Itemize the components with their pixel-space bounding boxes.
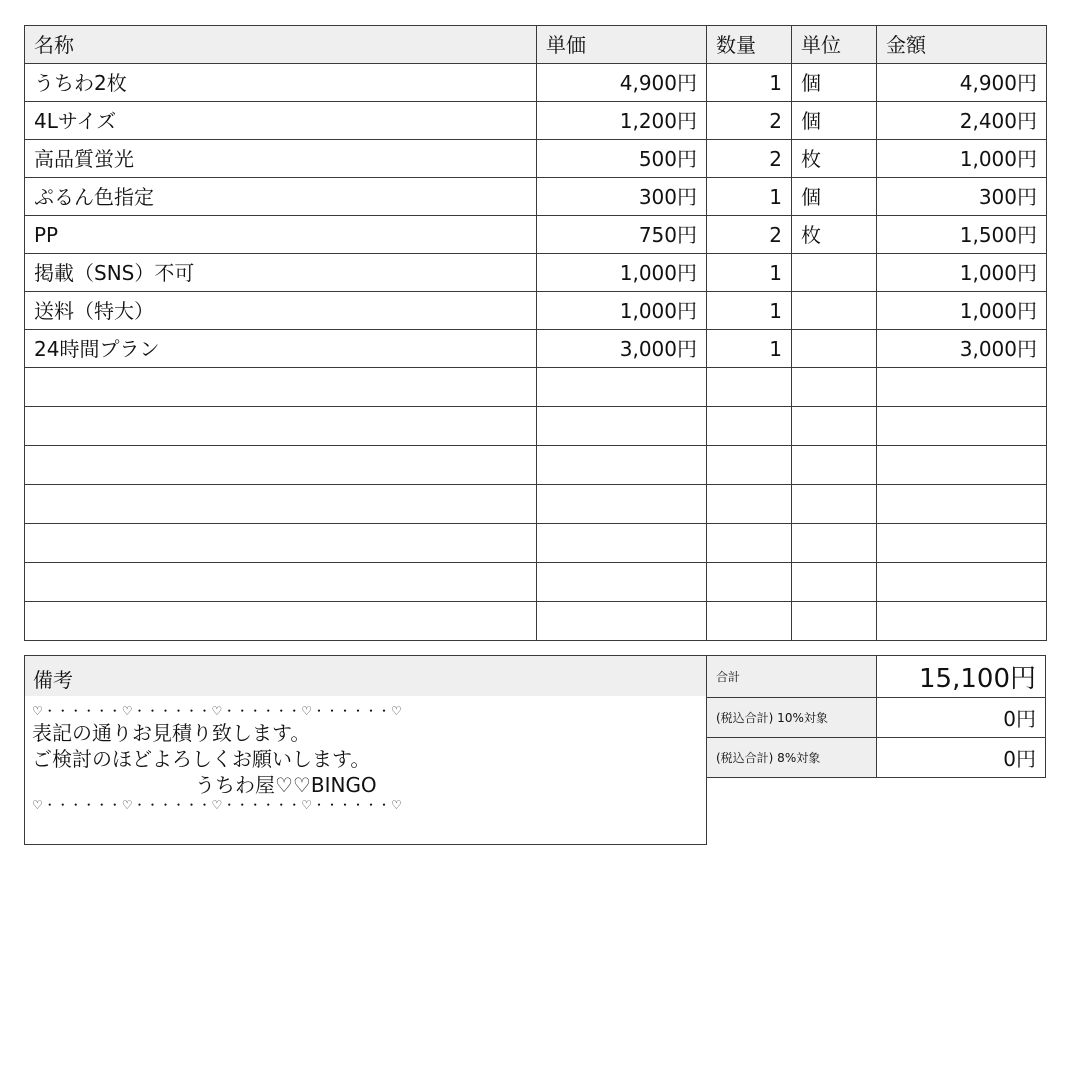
empty-cell [537,368,707,407]
empty-cell [537,563,707,602]
item-unit-price: 1,000円 [537,254,707,292]
item-unit-price: 750円 [537,216,707,254]
quote-table [24,25,1047,641]
item-name: 4Lサイズ [25,102,537,140]
empty-cell [877,563,1047,602]
empty-cell [537,524,707,563]
item-unit-price: 1,200円 [537,102,707,140]
empty-cell [877,485,1047,524]
remarks-label: 備考 [24,655,707,697]
tax-8-label: (税込合計) 8%対象 [707,738,877,778]
empty-cell [707,407,792,446]
empty-cell [877,446,1047,485]
empty-row [25,485,1047,524]
empty-cell [707,524,792,563]
item-amount: 1,500円 [877,216,1047,254]
remarks-line-1: 表記の通りお見積り致します。 [32,721,311,745]
empty-cell [792,368,877,407]
item-amount: 3,000円 [877,330,1047,368]
empty-cell [537,602,707,641]
empty-cell [707,563,792,602]
remarks-decoration-bottom: ♡・・・・・・♡・・・・・・♡・・・・・・♡・・・・・・♡ [32,798,403,812]
tax-8-row [707,738,1046,778]
total-label: 合計 [707,656,877,698]
item-unit-price: 3,000円 [537,330,707,368]
item-unit [792,254,877,292]
empty-cell [877,524,1047,563]
empty-row [25,407,1047,446]
empty-cell [25,446,537,485]
table-header-row [25,26,1047,64]
empty-cell [537,485,707,524]
item-unit: 枚 [792,216,877,254]
totals-table [706,655,1046,778]
total-row [707,656,1046,698]
item-unit: 枚 [792,140,877,178]
item-amount: 1,000円 [877,292,1047,330]
item-amount: 1,000円 [877,254,1047,292]
remarks-line-2: ご検討のほどよろしくお願いします。 [32,747,371,771]
item-quantity: 1 [707,292,792,330]
total-value: 15,100円 [877,656,1046,698]
table-row [25,178,1047,216]
empty-cell [707,602,792,641]
table-row [25,64,1047,102]
item-name: 送料（特大） [25,292,537,330]
item-quantity: 1 [707,254,792,292]
empty-cell [25,407,537,446]
table-row [25,292,1047,330]
remarks-decoration-top: ♡・・・・・・♡・・・・・・♡・・・・・・♡・・・・・・♡ [32,704,403,718]
empty-cell [25,485,537,524]
item-name: 高品質蛍光 [25,140,537,178]
table-row [25,216,1047,254]
empty-cell [792,602,877,641]
empty-cell [877,407,1047,446]
empty-row [25,368,1047,407]
empty-cell [792,563,877,602]
empty-cell [537,407,707,446]
empty-cell [707,446,792,485]
item-quantity: 1 [707,330,792,368]
item-quantity: 1 [707,178,792,216]
header-unit-price: 単価 [537,26,707,64]
item-name: ぷるん色指定 [25,178,537,216]
item-name: PP [25,216,537,254]
header-amount: 金額 [877,26,1047,64]
empty-cell [25,368,537,407]
empty-cell [707,368,792,407]
item-amount: 1,000円 [877,140,1047,178]
empty-cell [877,602,1047,641]
item-unit-price: 500円 [537,140,707,178]
item-quantity: 2 [707,102,792,140]
item-name: 掲載（SNS）不可 [25,254,537,292]
empty-row [25,563,1047,602]
empty-cell [792,485,877,524]
item-unit: 個 [792,64,877,102]
tax-8-value: 0円 [877,738,1046,778]
empty-row [25,446,1047,485]
empty-row [25,524,1047,563]
item-unit [792,292,877,330]
empty-cell [792,407,877,446]
header-unit: 単位 [792,26,877,64]
item-unit: 個 [792,102,877,140]
header-name: 名称 [25,26,537,64]
item-unit-price: 4,900円 [537,64,707,102]
empty-cell [877,368,1047,407]
table-row [25,330,1047,368]
table-row [25,254,1047,292]
item-name: うちわ2枚 [25,64,537,102]
empty-cell [792,446,877,485]
item-amount: 2,400円 [877,102,1047,140]
empty-cell [707,485,792,524]
tax-10-value: 0円 [877,698,1046,738]
item-quantity: 2 [707,140,792,178]
empty-cell [25,602,537,641]
empty-cell [25,524,537,563]
item-amount: 300円 [877,178,1047,216]
tax-10-label: (税込合計) 10%対象 [707,698,877,738]
item-unit [792,330,877,368]
item-unit-price: 300円 [537,178,707,216]
item-unit-price: 1,000円 [537,292,707,330]
tax-10-row [707,698,1046,738]
header-quantity: 数量 [707,26,792,64]
item-unit: 個 [792,178,877,216]
item-amount: 4,900円 [877,64,1047,102]
item-quantity: 2 [707,216,792,254]
remarks-signature: うちわ屋♡♡BINGO [195,773,377,797]
empty-cell [792,524,877,563]
table-row [25,140,1047,178]
item-name: 24時間プラン [25,330,537,368]
item-quantity: 1 [707,64,792,102]
empty-cell [537,446,707,485]
empty-cell [25,563,537,602]
table-row [25,102,1047,140]
empty-row [25,602,1047,641]
remarks-box [24,696,707,845]
